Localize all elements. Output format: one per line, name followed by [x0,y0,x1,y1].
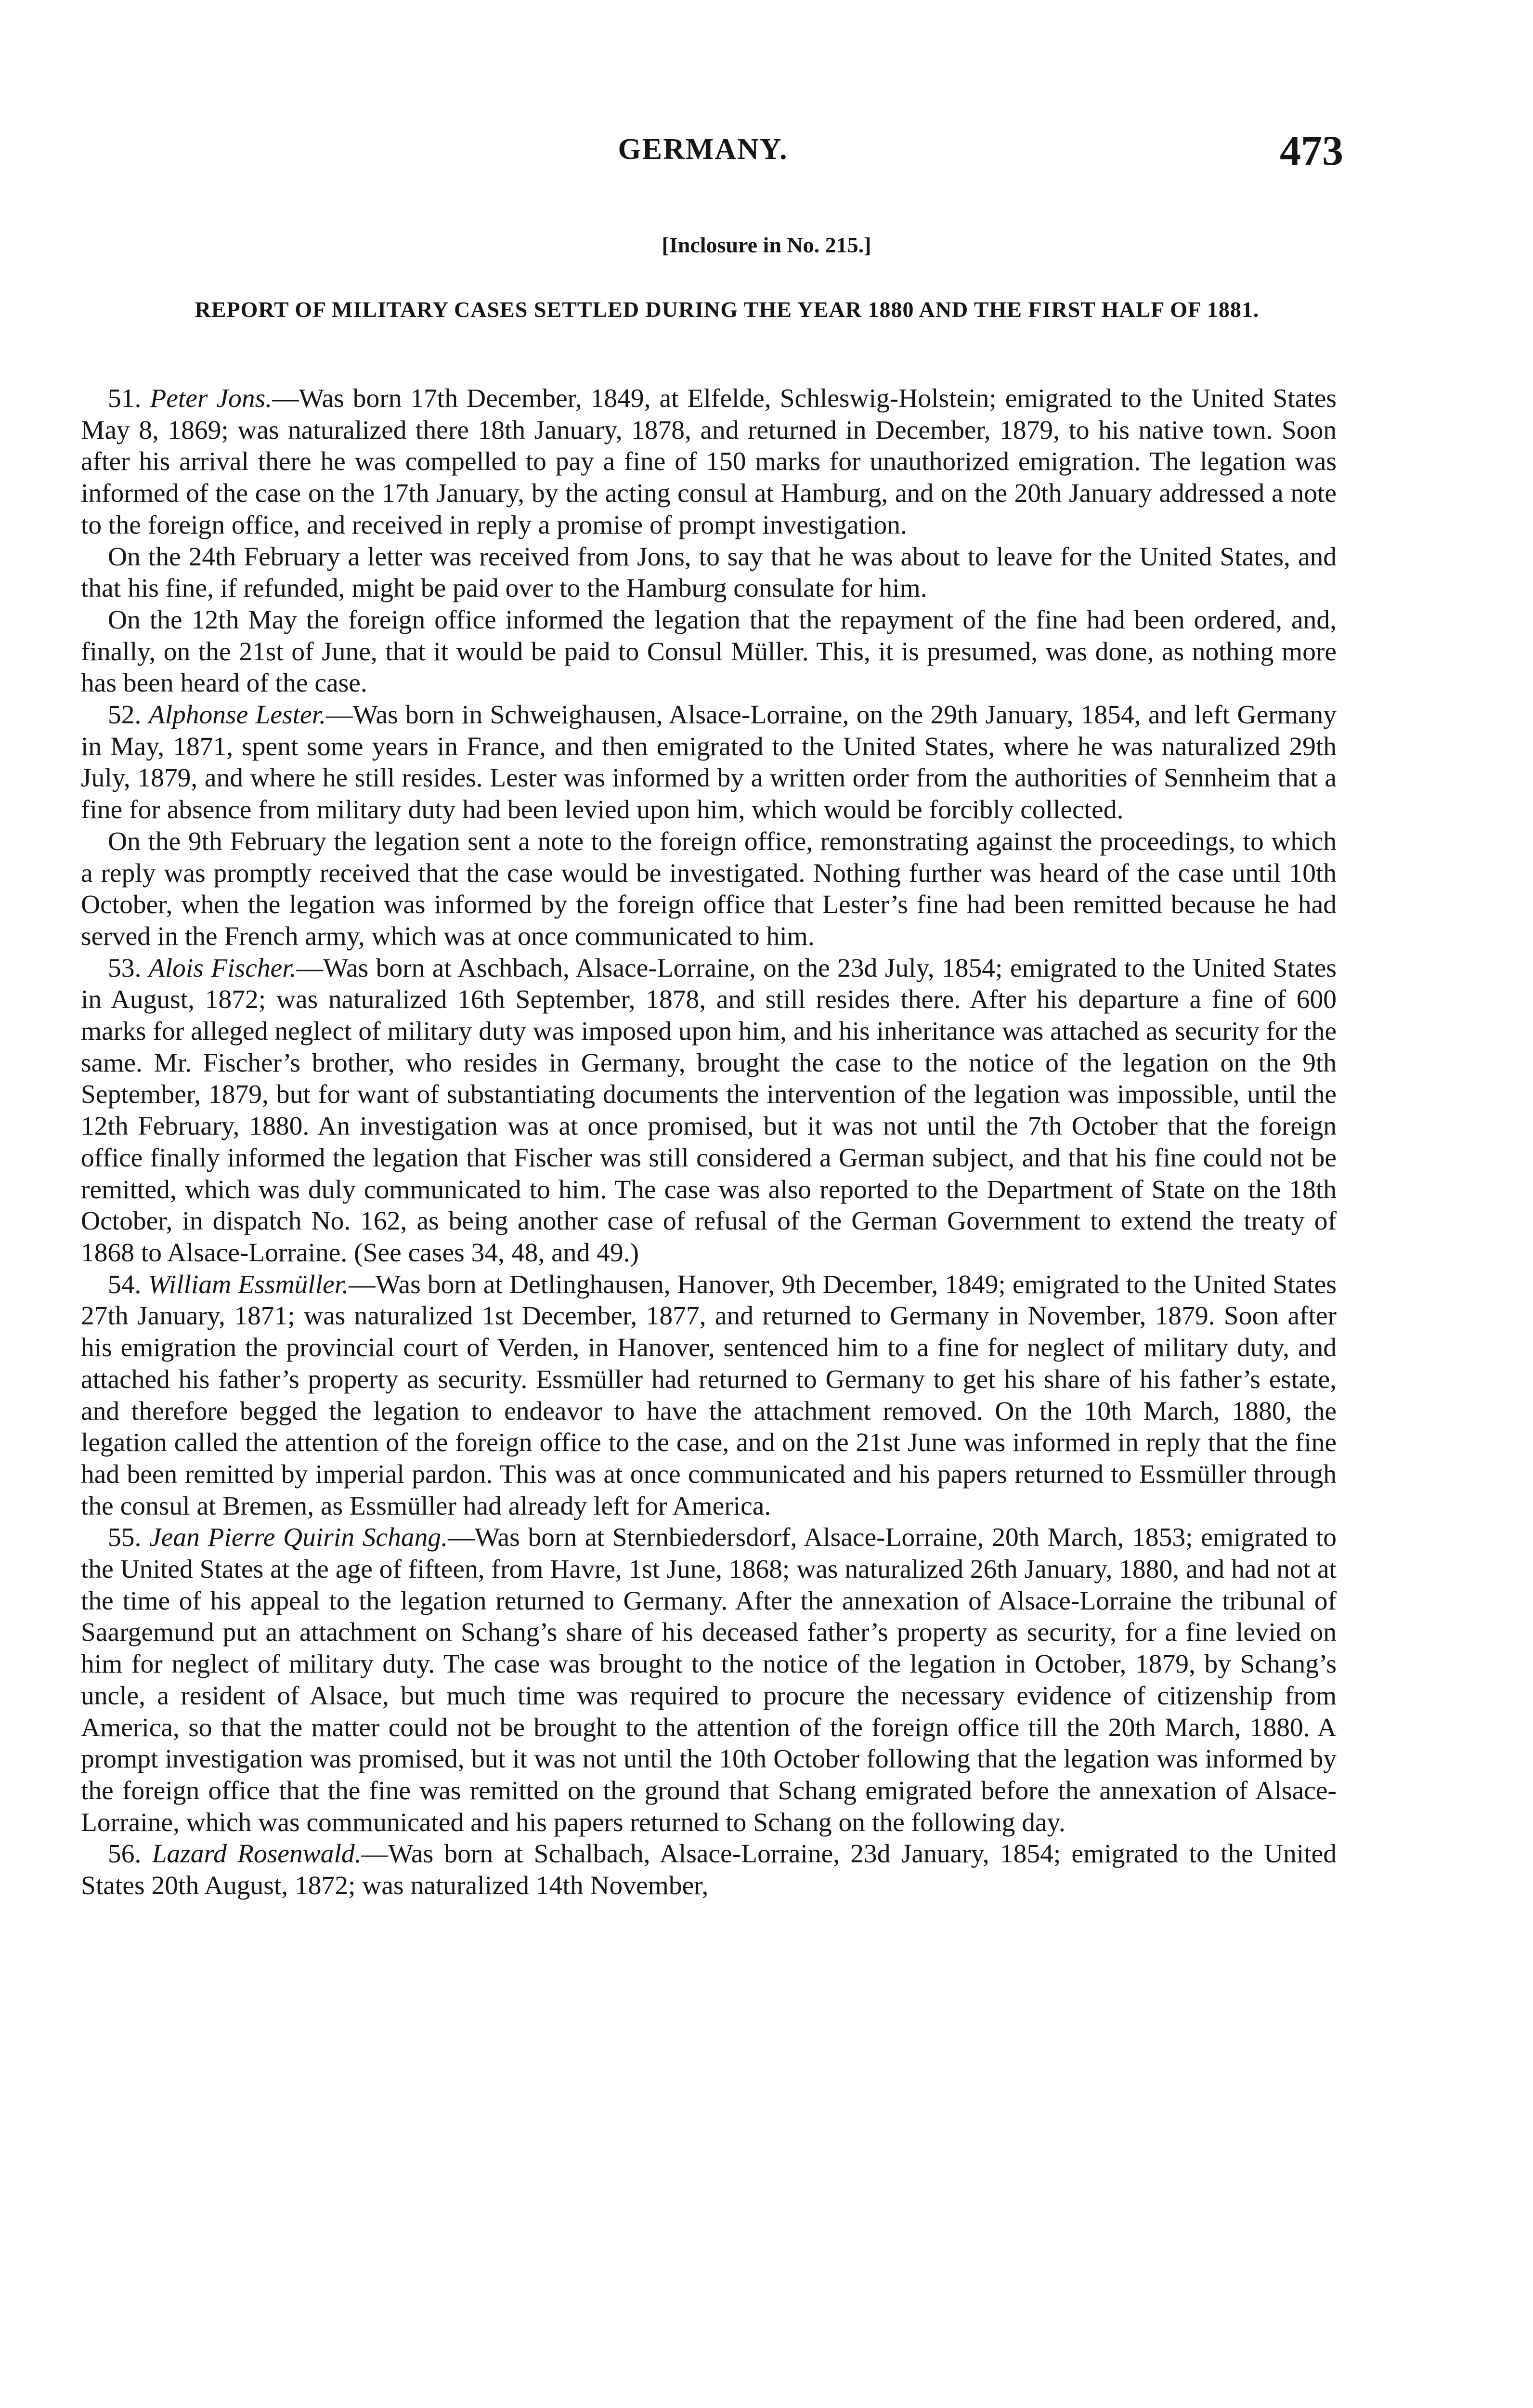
case-name: Jean Pierre Quirin Schang. [149,1523,448,1553]
paragraph [81,826,1337,953]
case-number: 54. [108,1269,142,1299]
paragraph-text: —Was born 17th December, 1849, at Elfelde, Schleswig-Holstein; emigrated to the United States May 8, 1869; was naturalized there 18th January, 1878, and returned in December, 1879, to his native town. Soon after his arrival there he was compelled to pay a fine of 150 marks for unauthorized emigration. The legation was informed of the case on the 17th January, by the acting consul at Hamburg, and on the 20th January addressed a note to the foreign office, and received in reply a promise of prompt investigation. [81,384,1337,540]
page-number: 473 [1280,128,1343,174]
page-header [0,128,1533,190]
paragraph [81,1838,1337,1901]
report-body [81,383,1337,1902]
paragraph-text: —Was born at Detlinghausen, Hanover, 9th December, 1849; emigrated to the United States 27th January, 1871; was naturalized 1st December, 1877, and returned to Germany in November, 1879. Soon after his emigration the provincial court of Verden, in Hanover, sentenced him to a fine for neglect of military duty, and attached his father’s property as security. Essmüller had returned to Germany to get his share of his father’s estate, and therefore begged the legation to endeavor to have the attachment removed. On the 10th March, 1880, the legation called the attention of the foreign office to the case, and on the 21st June was informed in reply that the fine had been remitted by imperial pardon. This was at once communicated and his papers returned to Essmüller through the consul at Bremen, as Essmüller had already left for America. [81,1269,1337,1521]
paragraph-text: On the 24th February a letter was received from Jons, to say that he was about to leave for the United States, and that his fine, if refunded, might be paid over to the Hamburg consulate for him. [81,542,1337,603]
running-title: GERMANY. [618,133,788,166]
case-name: Alois Fischer. [148,953,297,983]
case-name: Peter Jons. [150,384,273,413]
case-name: Alphonse Lester. [148,700,326,730]
case-number: 56. [108,1839,142,1869]
case-name: Lazard Rosenwald. [152,1839,362,1869]
paragraph [81,953,1337,1269]
report-title [77,294,1377,326]
case-number: 55. [108,1523,142,1553]
paragraph [81,383,1337,541]
inclosure-note: [Inclosure in No. 215.] [662,233,871,257]
paragraph [81,604,1337,699]
case-number: 51. [108,384,142,413]
paragraph-text: —Was born at Sternbiedersdorf, Alsace-Lorraine, 20th March, 1853; emigrated to the United States at the age of fifteen, from Havre, 1st June, 1868; was naturalized 26th January, 1880, and had not at the time of his appeal to the legation returned to Germany. After the annexation of Alsace-Lorraine the tribunal of Saargemund put an attachment on Schang’s share of his deceased father’s property as security, for a fine levied on him for neglect of military duty. The case was brought to the notice of the legation in October, 1879, by Schang’s uncle, a resident of Alsace, but much time was required to procure the necessary evidence of citizenship from America, so that the matter could not be brought to the attention of the foreign office till the 20th March, 1880. A prompt investigation was promised, but it was not until the 10th October following that the legation was informed by the foreign office that the fine was remitted on the ground that Schang emigrated before the annexation of Alsace-Lorraine, which was communicated and his papers returned to Schang on the following day. [81,1523,1337,1837]
report-title-text: REPORT OF MILITARY CASES SETTLED DURING THE YEAR 1880 AND THE FIRST HALF OF 1881. [195,297,1260,322]
paragraph-text: On the 9th February the legation sent a note to the foreign office, remonstrating against the proceedings, to which a reply was promptly received that the case would be investigated. Nothing further was heard of the case until 10th October, when the legation was informed by the foreign office that Lester’s fine had been remitted because he had served in the French army, which was at once communicated to him. [81,826,1337,951]
case-number: 52. [108,700,142,730]
paragraph [81,1269,1337,1522]
paragraph-text: —Was born at Schalbach, Alsace-Lorraine, 23d January, 1854; emigrated to the United States 20th August, 1872; was naturalized 14th November, [81,1839,1337,1901]
paragraph-text: —Was born at Aschbach, Alsace-Lorraine, on the 23d July, 1854; emigrated to the United States in August, 1872; was naturalized 16th September, 1878, and still resides there. After his departure a fine of 600 marks for alleged neglect of military duty was imposed upon him, and his inheritance was attached as security for the same. Mr. Fischer’s brother, who resides in Germany, brought the case to the notice of the legation on the 9th September, 1879, but for want of substantiating documents the intervention of the legation was impossible, until the 12th February, 1880. An investigation was at once promised, but it was not until the 7th October that the foreign office finally informed the legation that Fischer was still considered a German subject, and that his fine could not be remitted, which was duly communicated to him. The case was also reported to the Department of State on the 18th October, in dispatch No. 162, as being another case of refusal of the German Government to extend the treaty of 1868 to Alsace-Lorraine. (See cases 34, 48, and 49.) [81,953,1337,1268]
paragraph [81,699,1337,826]
paragraph-text: On the 12th May the foreign office informed the legation that the repayment of the fine had been ordered, and, finally, on the 21st of June, that it would be paid to Consul Müller. This, it is presumed, was done, as nothing more has been heard of the case. [81,605,1337,698]
case-name: William Essmüller. [148,1269,349,1299]
paragraph [81,541,1337,604]
paragraph-text: —Was born in Schweighausen, Alsace-Lorraine, on the 29th January, 1854, and left Germany in May, 1871, spent some years in France, and then emigrated to the United States, where he was naturalized 29th July, 1879, and where he still resides. Lester was informed by a written order from the authorities of Sennheim that a fine for absence from military duty had been levied upon him, which would be forcibly collected. [81,700,1337,825]
case-number: 53. [108,953,142,983]
paragraph [81,1522,1337,1838]
